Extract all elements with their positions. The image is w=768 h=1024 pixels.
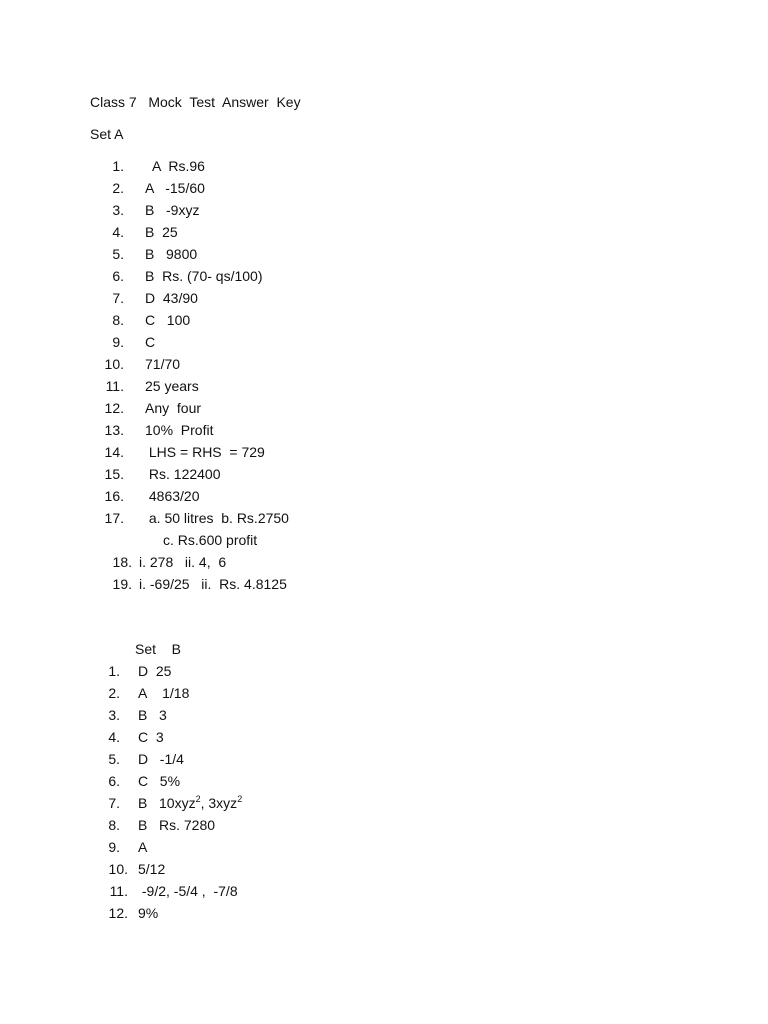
item-number: 18. xyxy=(112,554,132,570)
item-answer: A 1/18 xyxy=(138,685,190,701)
item-number: 1. xyxy=(108,663,120,679)
item-answer: Rs. 122400 xyxy=(145,466,221,482)
item-number: 4. xyxy=(108,729,120,745)
item-number: 2. xyxy=(108,685,120,701)
item-number: 11. xyxy=(109,883,128,899)
item-answer: C xyxy=(145,334,156,350)
item-number: 17. xyxy=(104,510,124,526)
page-title: Class 7 Mock Test Answer Key xyxy=(90,94,301,110)
item-answer: A -15/60 xyxy=(145,180,205,196)
item-answer: B Rs. 7280 xyxy=(138,817,216,833)
item-answer: -9/2, -5/4 , -7/8 xyxy=(138,883,238,899)
item-answer: D 43/90 xyxy=(145,290,198,306)
item-answer: Any four xyxy=(145,400,202,416)
item-number: 13. xyxy=(104,422,124,438)
item-number: 12. xyxy=(104,400,124,416)
item-answer: B -9xyz xyxy=(145,202,200,218)
item-answer: B 9800 xyxy=(145,246,198,262)
item-number: 9. xyxy=(112,334,124,350)
item-number: 10. xyxy=(108,861,128,877)
item-answer: B Rs. (70- qs/100) xyxy=(145,268,263,284)
item-answer: a. 50 litres b. Rs.2750 xyxy=(145,510,289,526)
item-number: 16. xyxy=(104,488,124,504)
item-number: 10. xyxy=(104,356,124,372)
item-answer: 25 years xyxy=(145,378,199,394)
item-number: 3. xyxy=(108,707,120,723)
item-number: 6. xyxy=(112,268,124,284)
set-a-heading: Set A xyxy=(90,126,124,142)
item-number: 5. xyxy=(108,751,120,767)
item-number: 5. xyxy=(112,246,124,262)
item-number: 7. xyxy=(112,290,124,306)
set-b-heading: Set B xyxy=(135,641,181,657)
item-number: 12. xyxy=(108,905,128,921)
item-number: 15. xyxy=(104,466,124,482)
item-answer: D 25 xyxy=(138,663,172,679)
item-number: 6. xyxy=(108,773,120,789)
item-answer: A xyxy=(138,839,148,855)
item-answer: i. 278 ii. 4, 6 xyxy=(139,554,227,570)
item-number: 11. xyxy=(105,378,124,394)
item-answer: B 3 xyxy=(138,707,167,723)
item-number: 1. xyxy=(112,158,124,174)
item-answer: A Rs.96 xyxy=(145,158,205,174)
item-answer: i. -69/25 ii. Rs. 4.8125 xyxy=(139,576,287,592)
item-answer: 9% xyxy=(138,905,159,921)
item-number: 2. xyxy=(112,180,124,196)
item-17-continuation: c. Rs.600 profit xyxy=(163,532,258,548)
item-answer: B 25 xyxy=(145,224,178,240)
item-number: 9. xyxy=(108,839,120,855)
item-number: 14. xyxy=(104,444,124,460)
item-number: 7. xyxy=(108,795,120,811)
item-answer: 4863/20 xyxy=(145,488,200,504)
item-answer: 71/70 xyxy=(145,356,181,372)
item-number: 8. xyxy=(112,312,124,328)
item-number: 8. xyxy=(108,817,120,833)
item-answer: LHS = RHS = 729 xyxy=(145,444,265,460)
item-answer: D -1/4 xyxy=(138,751,184,767)
item-answer: C 3 xyxy=(138,729,164,745)
item-answer: 5/12 xyxy=(138,861,166,877)
item-number: 4. xyxy=(112,224,124,240)
item-number: 3. xyxy=(112,202,124,218)
item-number: 19. xyxy=(112,576,132,592)
item-answer: C 5% xyxy=(138,773,181,789)
item-answer: 10% Profit xyxy=(145,422,214,438)
item-answer: C 100 xyxy=(145,312,191,328)
item-answer: B 10xyz$^2$, 3xyz$^2$ xyxy=(138,794,243,811)
